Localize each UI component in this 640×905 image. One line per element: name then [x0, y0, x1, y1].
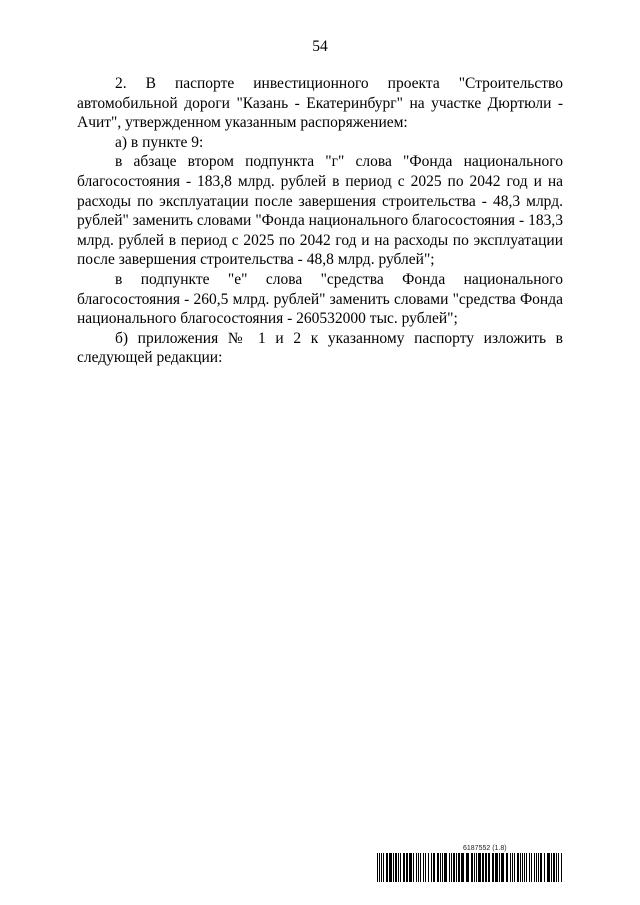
document-code: 6187552 (1.8) — [463, 845, 507, 852]
page-number: 54 — [312, 38, 328, 55]
barcode-icon — [377, 853, 563, 882]
subitem-b: б) приложения № 1 и 2 к указанному паспорту изложить в следующей редакции: — [77, 329, 563, 367]
paragraph-amendment-e: в подпункте "е" слова "средства Фонда национального благосостояния - 260,5 млрд. рублей" заменить словами "средства Фонда национального благосостояния - 260532000 тыс. рублей"; — [77, 270, 563, 328]
subitem-a: а) в пункте 9: — [115, 133, 204, 151]
document-body — [77, 74, 563, 368]
paragraph-amendment-g: в абзаце втором подпункта "г" слова "Фонда национального благосостояния - 183,8 млрд. рублей в период с 2025 по 2042 год и на расходы по эксплуатации после завершения строительства - 48,3 млрд. рублей" заменить словами "Фонда национального благосостояния - 183,3 млрд. рублей в период с 2025 по 2042 год и на расходы по эксплуатации после завершения строительства - 48,8 млрд. рублей"; — [77, 153, 563, 269]
paragraph-2: 2. В паспорте инвестиционного проекта "Строительство автомобильной дороги "Казань - Екатеринбург" на участке Дюртюли - Ачит", утвержденном указанным распоряжением: — [77, 75, 563, 132]
